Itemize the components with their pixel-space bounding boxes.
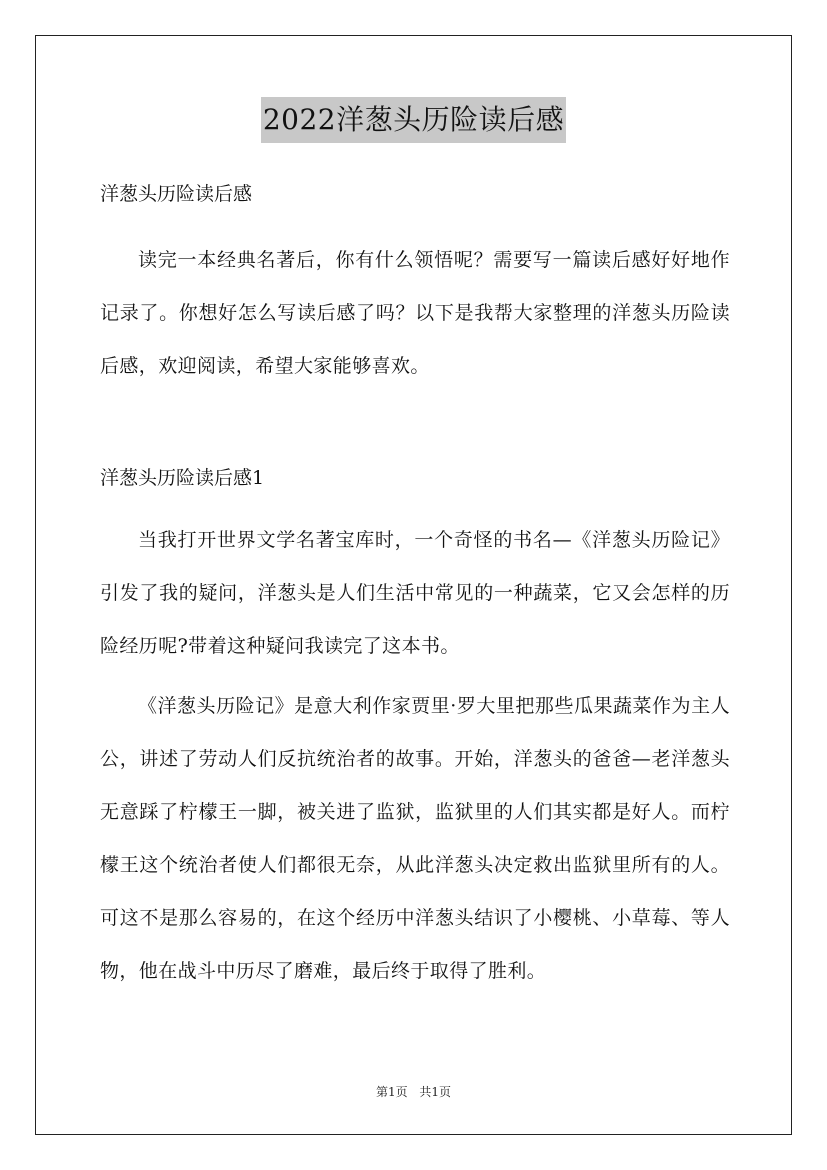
title-container: [0, 97, 827, 143]
document-subheading: 洋葱头历险读后感: [100, 183, 253, 205]
intro-paragraph: 读完一本经典名著后，你有什么领悟呢？需要写一篇读后感好好地作记录了。你想好怎么写读后感了吗？以下是我帮大家整理的洋葱头历险读后感，欢迎阅读，希望大家能够喜欢。: [100, 249, 730, 377]
document-body: [100, 175, 730, 998]
section-paragraph: 当我打开世界文学名著宝库时，一个奇怪的书名—《洋葱头历险记》引发了我的疑问，洋葱头是人们生活中常见的一种蔬菜，它又会怎样的历险经历呢?带着这种疑问我读完了这本书。: [100, 529, 730, 657]
section-paragraph: 《洋葱头历险记》是意大利作家贾里·罗大里把那些瓜果蔬菜作为主人公，讲述了劳动人们反抗统治者的故事。开始，洋葱头的爸爸—老洋葱头无意踩了柠檬王一脚，被关进了监狱，监狱里的人们其实都是好人。而柠檬王这个统治者使人们都很无奈，从此洋葱头决定救出监狱里所有的人。可这不是那么容易的，在这个经历中洋葱头结识了小樱桃、小草莓、等人物，他在战斗中历尽了磨难，最后终于取得了胜利。: [100, 695, 730, 982]
section-heading: 洋葱头历险读后感1: [100, 467, 265, 489]
document-title: 2022洋葱头历险读后感: [261, 97, 566, 143]
page-footer: 第1页 共1页: [375, 1085, 452, 1099]
